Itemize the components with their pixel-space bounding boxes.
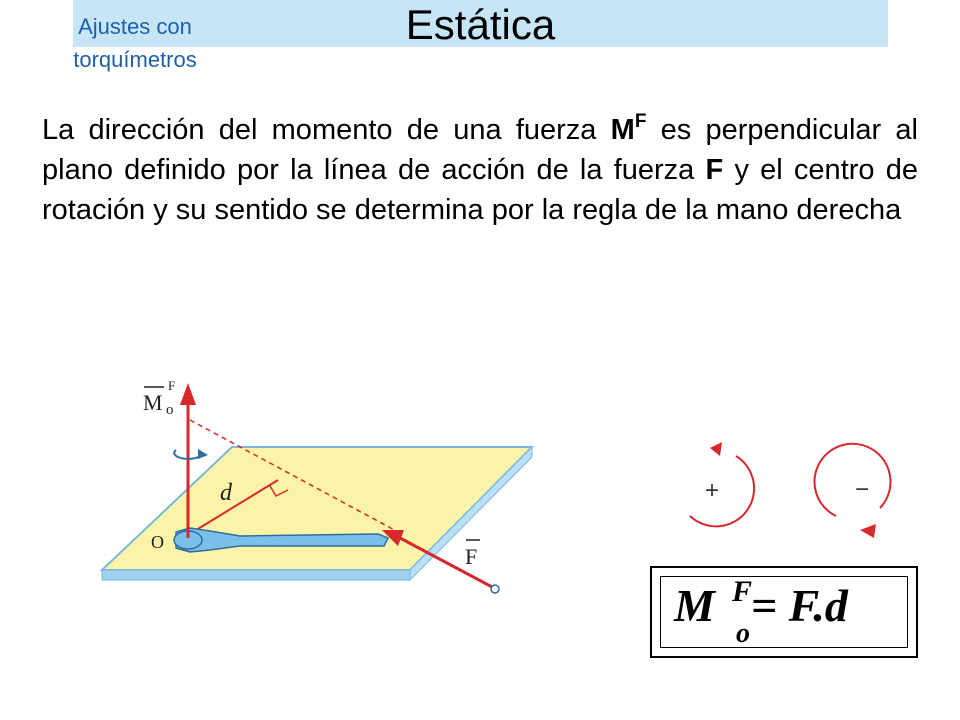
slide-title: Estática (405, 1, 556, 48)
paragraph-part-3: y el centro de rotación y su sentido se determina por la regla de la mano derecha (42, 154, 918, 226)
moment-label: M (143, 390, 163, 415)
force-origin (491, 585, 499, 593)
negative-sign: − (855, 476, 870, 503)
moment-label-superscript: F (168, 378, 176, 393)
positive-rotation-head (710, 442, 722, 456)
formula-rest: = F.d (750, 580, 848, 631)
formula-subscript: o (736, 618, 750, 649)
formula-superscript: F (732, 575, 753, 608)
rotation-indicator-head (198, 449, 208, 459)
positive-rotation-arc (690, 456, 754, 526)
formula-box (650, 566, 918, 658)
subtitle-line-2: torquímetros (73, 47, 197, 72)
formula-m: M (674, 580, 715, 631)
moment-label-subscript: o (166, 402, 174, 418)
subtitle-line-1: Ajustes con (78, 14, 192, 39)
paragraph-part-2: es perpendicular al plano definido por la línea de acción de la fuerza (42, 114, 918, 186)
origin-label: O (151, 532, 164, 552)
force-symbol: F (705, 154, 724, 186)
moment-symbol: M (610, 114, 635, 146)
negative-rotation-arc (815, 444, 891, 516)
moment-superscript: F (634, 111, 647, 132)
moment-vector-head (180, 383, 196, 405)
distance-label: d (220, 480, 232, 506)
moment-formula (674, 575, 848, 649)
positive-sign: + (705, 477, 720, 504)
plate-edge-front (102, 570, 410, 580)
force-label: F (465, 544, 478, 569)
negative-rotation-head (860, 524, 876, 538)
paragraph-part-1: La dirección del momento de una fuerza (42, 114, 611, 146)
